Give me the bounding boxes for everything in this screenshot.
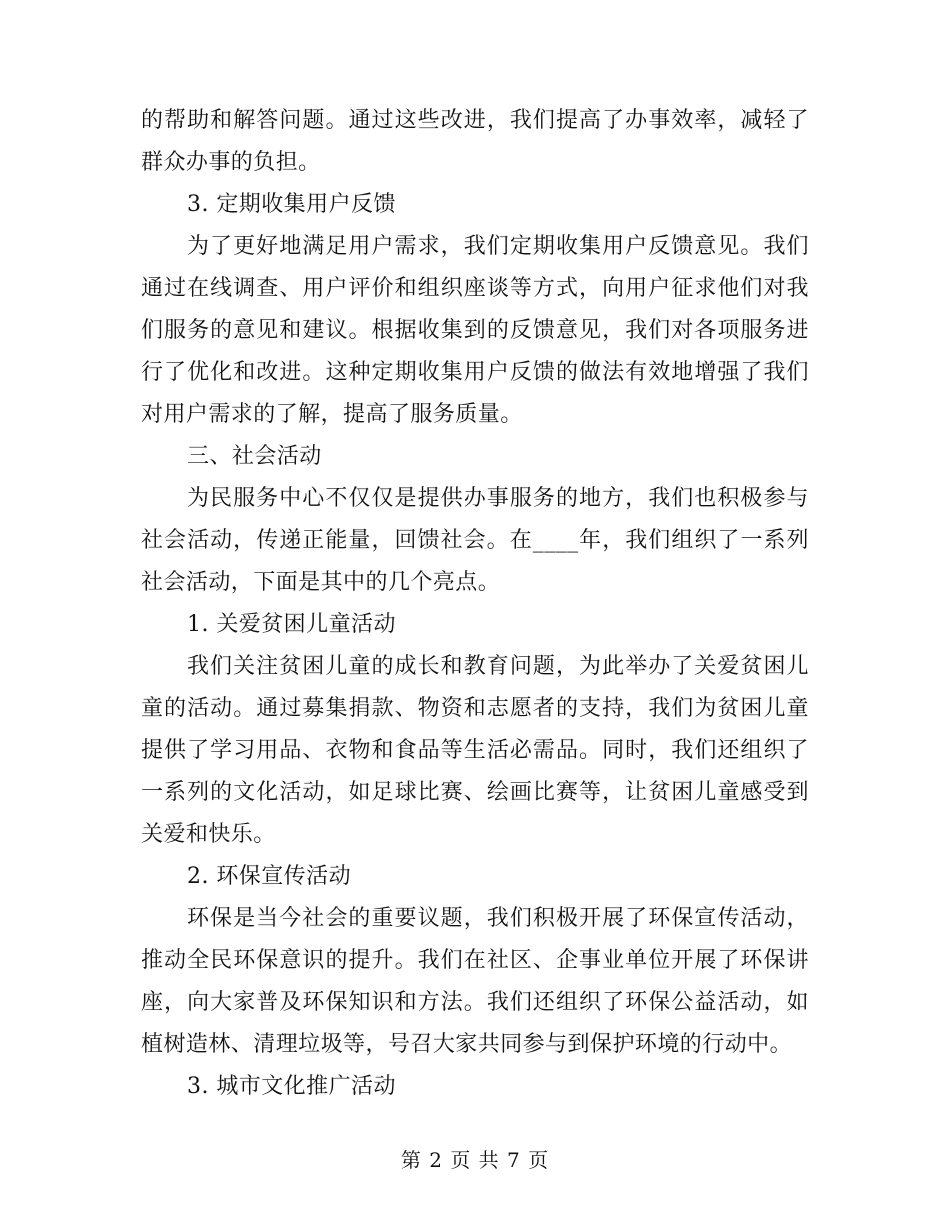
document-body <box>141 100 809 1108</box>
paragraph-continuation: 的帮助和解答问题。通过这些改进，我们提高了办事效率，减轻了群众办事的负担。 <box>141 108 809 175</box>
section-heading-poor-children: 1. 关爱贫困儿童活动 <box>187 612 396 637</box>
paragraph-feedback: 为了更好地满足用户需求，我们定期收集用户反馈意见。我们通过在线调查、用户评价和组织座谈等方式，向用户征求他们对我们服务的意见和建议。根据收集到的反馈意见，我们对各项服务进行了优化和改进。这种定期收集用户反馈的做法有效地增强了我们对用户需求的了解，提高了服务质量。 <box>141 234 809 427</box>
section-heading-feedback: 3. 定期收集用户反馈 <box>187 192 396 217</box>
section-heading-social-activities: 三、社会活动 <box>187 444 322 469</box>
page-number-footer: 第 2 页 共 7 页 <box>400 1148 550 1172</box>
paragraph-environment: 环保是当今社会的重要议题，我们积极开展了环保宣传活动，推动全民环保意识的提升。我们在社区、企事业单位开展了环保讲座，向大家普及环保知识和方法。我们还组织了环保公益活动，如植树造林、清理垃圾等，号召大家共同参与到保护环境的行动中。 <box>141 906 809 1057</box>
section-heading-environment: 2. 环保宣传活动 <box>187 864 352 889</box>
paragraph-social-activities: 为民服务中心不仅仅是提供办事服务的地方，我们也积极参与社会活动，传递正能量，回馈社会。在____年，我们组织了一系列社会活动，下面是其中的几个亮点。 <box>141 486 809 595</box>
paragraph-poor-children: 我们关注贫困儿童的成长和教育问题，为此举办了关爱贫困儿童的活动。通过募集捐款、物资和志愿者的支持，我们为贫困儿童提供了学习用品、衣物和食品等生活必需品。同时，我们还组织了一系列的文化活动，如足球比赛、绘画比赛等，让贫困儿童感受到关爱和快乐。 <box>141 654 809 847</box>
section-heading-city-culture: 3. 城市文化推广活动 <box>187 1074 396 1099</box>
